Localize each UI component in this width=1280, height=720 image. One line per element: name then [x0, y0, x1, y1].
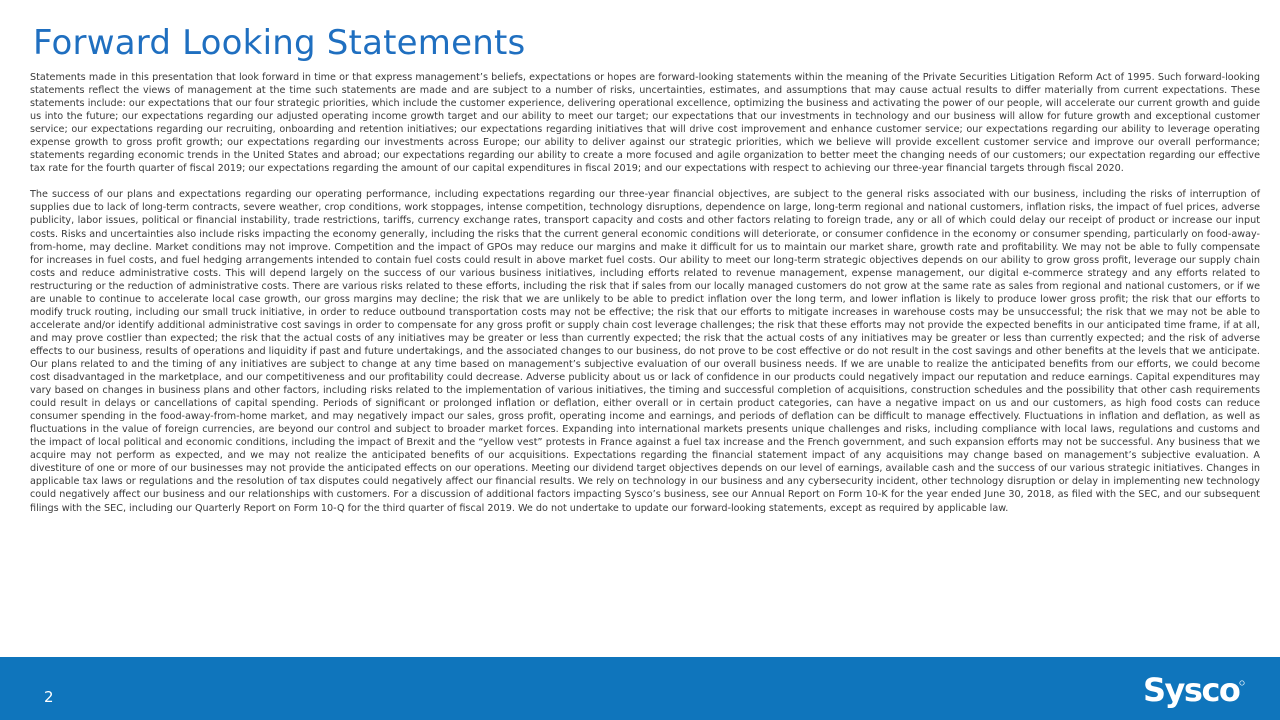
sysco-logo: [1143, 669, 1247, 715]
footer-band: [0, 657, 1280, 720]
page-number: 2: [44, 688, 54, 706]
sysco-logo-mark: [1143, 669, 1247, 711]
paragraph-forward-looking: Statements made in this presentation that look forward in time or that express management’s beliefs, expectations or hopes are forward-looking statements within the meaning of the Private Securities Litigation Reform Act of 1995. Such forward-looking statements reflect the views of management at the time such statements are made and are subject to a number of risks, uncertainties, estimates, and assumptions that may cause actual results to differ materially from current expectations. These statements include: our expectations that our four strategic priorities, which include the customer experience, delivering operational excellence, optimizing the business and activating the power of our people, will accelerate our current growth and guide us into the future; our expectations regarding our adjusted operating income growth target and our ability to meet our target; our expectations that our investments in technology and our business will allow for future growth and exceptional customer service; our expectations regarding our recruiting, onboarding and retention initiatives; our expectations regarding initiatives that will drive cost improvement and enhance customer service; our expectations regarding our ability to leverage operating expense growth to gross profit growth; our expectations regarding our investments across Europe; our ability to deliver against our strategic priorities, which we believe will provide excellent customer service and improve our overall performance; statements regarding economic trends in the United States and abroad; our expectations regarding our ability to create a more focused and agile organization to better meet the changing needs of our customers; our expectation regarding our effective tax rate for the fourth quarter of fiscal 2019; our expectations regarding the amount of our capital expenditures in fiscal 2019; and our expectations with respect to achieving our three-year financial targets through fiscal 2020.: [30, 72, 1260, 175]
body-text: [30, 71, 1260, 515]
slide-title: Forward Looking Statements: [33, 23, 526, 63]
logo-wordmark: Sysco: [1143, 671, 1240, 709]
paragraph-risks: The success of our plans and expectations regarding our operating performance, including expectations regarding our three-year financial objectives, are subject to the general risks associated with our business, including the risks of interruption of supplies due to lack of long-term contracts, severe weather, crop conditions, work stoppages, intense competition, technology disruptions, dependence on large, long-term regional and national customers, inflation risks, the impact of fuel prices, adverse publicity, labor issues, political or financial instability, trade restrictions, tariffs, currency exchange rates, transport capacity and costs and other factors relating to foreign trade, any or all of which could delay our receipt of product or increase our input costs. Risks and uncertainties also include risks impacting the economy generally, including the risks that the current general economic conditions will deteriorate, or consumer confidence in the economy or consumer spending, particularly on food-away-from-home, may decline. Market conditions may not improve. Competition and the impact of GPOs may reduce our margins and make it difficult for us to maintain our market share, growth rate and profitability. We may not be able to fully compensate for increases in fuel costs, and fuel hedging arrangements intended to contain fuel costs could result in above market fuel costs. Our ability to meet our long-term strategic objectives depends on our ability to grow gross profit, leverage our supply chain costs and reduce administrative costs. This will depend largely on the success of our various business initiatives, including efforts related to revenue management, expense management, our digital e-commerce strategy and any efforts related to restructuring or the reduction of administrative costs. There are various risks related to these efforts, including the risk that if sales from our locally managed customers do not grow at the same rate as sales from regional and national customers, or if we are unable to continue to accelerate local case growth, our gross margins may decline; the risk that we are unlikely to be able to predict inflation over the long term, and lower inflation is likely to produce lower gross profit; the risk that our efforts to modify truck routing, including our small truck initiative, in order to reduce outbound transportation costs may not be effective; the risk that our efforts to mitigate increases in warehouse costs may be unsuccessful; the risk that we may not be able to accelerate and/or identify additional administrative cost savings in order to compensate for any gross profit or supply chain cost leverage challenges; the risk that these efforts may not provide the expected benefits in our anticipated time frame, if at all, and may prove costlier than expected; the risk that the actual costs of any initiatives may be greater or less than currently expected; the risk that the actual costs of any initiatives may be greater or less than currently expected; and the risk of adverse effects to our business, results of operations and liquidity if past and future undertakings, and the associated changes to our business, do not prove to be cost effective or do not result in the cost savings and other benefits at the levels that we anticipate. Our plans related to and the timing of any initiatives are subject to change at any time based on management’s subjective evaluation of our overall business needs. If we are unable to realize the anticipated benefits from our efforts, we could become cost disadvantaged in the marketplace, and our competitiveness and our profitability could decrease. Adverse publicity about us or lack of confidence in our products could negatively impact our reputation and reduce earnings. Capital expenditures may vary based on changes in business plans and other factors, including risks related to the implementation of various initiatives, the timing and successful completion of acquisitions, construction schedules and the possibility that other cash requirements could result in delays or cancellations of capital spending. Periods of significant or prolonged inflation or deflation, either overall or in certain product categories, can have a negative impact on us and our customers, as high food costs can reduce consumer spending in the food-away-from-home market, and may negatively impact our sales, gross profit, operating income and earnings, and periods of deflation can be difficult to manage effectively. Fluctuations in inflation and deflation, as well as fluctuations in the value of foreign currencies, are beyond our control and subject to broader market forces. Expanding into international markets presents unique challenges and risks, including compliance with local laws, regulations and customs and the impact of local political and economic conditions, including the impact of Brexit and the “yellow vest” protests in France against a fuel tax increase and the French government, and such expansion efforts may not be successful. Any business that we acquire may not perform as expected, and we may not realize the anticipated benefits of our acquisitions. Expectations regarding the financial statement impact of any acquisitions may change based on management’s subjective evaluation. A divestiture of one or more of our businesses may not provide the anticipated effects on our operations. Meeting our dividend target objectives depends on our level of earnings, available cash and the success of our various strategic initiatives. Changes in applicable tax laws or regulations and the resolution of tax disputes could negatively affect our financial results. We rely on technology in our business and any cybersecurity incident, other technology disruption or delay in implementing new technology could negatively affect our business and our relationships with customers. For a discussion of additional factors impacting Sysco’s business, see our Annual Report on Form 10-K for the year ended June 30, 2018, as filed with the SEC, and our subsequent filings with the SEC, including our Quarterly Report on Form 10-Q for the third quarter of fiscal 2019. We do not undertake to update our forward-looking statements, except as required by applicable law.: [30, 189, 1260, 514]
